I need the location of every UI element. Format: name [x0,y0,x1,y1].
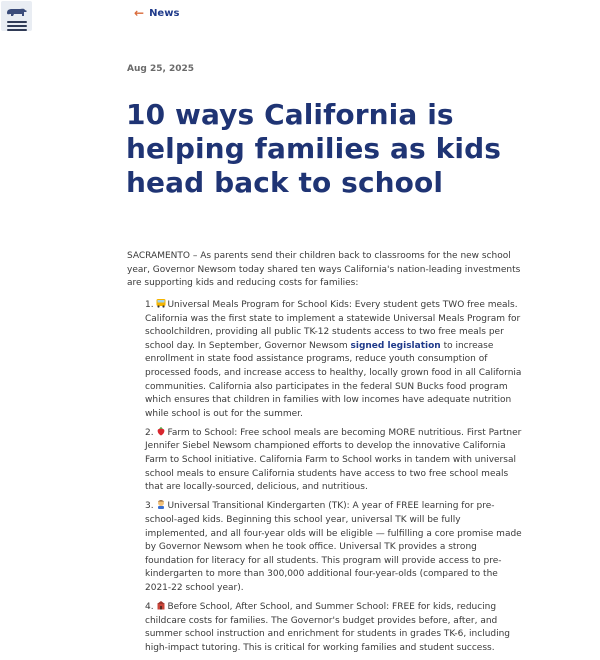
list-item [145,426,525,495]
item-text: Universal Transitional Kindergarten (TK): A year of FREE learning for pre-school-aged kids. Beginning this school year, universal TK will be fully implemented, and all four-year olds will be eligible — fulfilling a core promise made by Governor Newsom when he took office. Universal TK provides a strong foundation for literacy for all students. This program will provide access to pre-kindergarten to more than 300,000 additional four-year-olds (compared to the 2021-22 school year). [145,501,522,593]
item-text: Farm to School: Free school meals are becoming MORE nutritious. First Partner Jennifer Siebel Newsom championed efforts to develop the innovative California Farm to School initiative. California Farm to School works in tandem with universal school meals to ensure California students have access to two free school meals that are locally-sourced, delicious, and nutritious. [145,427,522,493]
home-logo[interactable] [1,1,32,31]
student-icon [156,499,166,509]
arrow-left-icon: ← [134,6,145,20]
signed-legislation-link[interactable]: signed legislation [350,340,441,351]
back-link-label: News [149,7,180,19]
article-title: 10 ways California is helping families as kids head back to school [126,98,501,199]
california-bear-icon [5,6,28,18]
article-intro: SACRAMENTO – As parents send their children back to classrooms for the new school year, Governor Newsom today shared ten ways California's nation-leading investments are supporting kids and reducing costs for families: [127,251,521,289]
school-bus-icon [156,298,166,308]
item-text: Universal Meals Program for School Kids: Every student gets TWO free meals. California was the first state to implement a statewide Universal Meals Program for schoolchildren, providing all public TK-12 students access to two free meals per school day. In September, Governor Newsom [145,300,521,351]
item-number: 1. [145,300,154,310]
item-number: 4. [145,601,154,612]
item-text-continued: to increase enrollment in state food assistance programs, reduce youth consumption of processed foods, and increase access to healthy, locally grown food in all California communities. California also participates in the federal SUN Bucks food program which ensures that children in families with low incomes have adequate nutrition while school is out for the summer. [145,340,522,419]
list-item [145,499,525,595]
strawberry-icon [156,426,166,436]
article-list [145,298,525,660]
article-date: Aug 25, 2025 [127,64,195,74]
item-number: 3. [145,501,154,512]
hamburger-menu-icon[interactable] [7,21,27,33]
item-text: Before School, After School, and Summer School: FREE for kids, reducing childcare costs for families. The Governor's budget provides before, after, and summer school instruction and enrichment for students in grades TK-6, including high-impact tutoring. This is critical for working families and student success. [145,601,511,653]
school-building-icon [156,600,166,610]
item-number: 2. [145,427,154,438]
back-to-news-link[interactable] [134,6,179,20]
list-item [145,298,525,421]
list-item [145,600,525,655]
